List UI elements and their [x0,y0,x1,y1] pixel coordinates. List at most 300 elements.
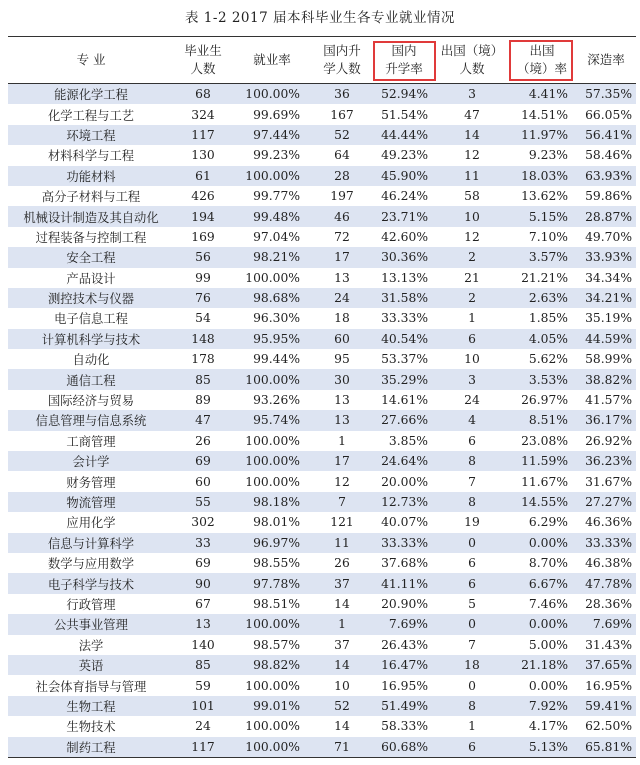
cell-employment-rate: 100.00% [232,166,312,186]
cell-domestic-count: 7 [312,492,372,512]
cell-domestic-count: 24 [312,288,372,308]
cell-graduates: 324 [174,104,232,124]
cell-major: 计算机科学与技术 [8,329,174,349]
cell-domestic-count: 1 [312,614,372,634]
cell-major: 国际经济与贸易 [8,390,174,410]
cell-abroad-count: 18 [436,655,508,675]
cell-further-study-rate: 36.17% [576,410,636,430]
cell-domestic-rate: 40.54% [372,329,436,349]
cell-domestic-rate: 41.11% [372,573,436,593]
cell-major: 能源化学工程 [8,84,174,105]
cell-abroad-count: 8 [436,696,508,716]
cell-major: 过程装备与控制工程 [8,227,174,247]
table-row [8,614,636,634]
table-row [8,471,636,491]
cell-graduates: 68 [174,84,232,105]
cell-domestic-count: 10 [312,675,372,695]
cell-abroad-rate: 11.67% [508,471,576,491]
cell-domestic-count: 17 [312,451,372,471]
cell-domestic-count: 60 [312,329,372,349]
cell-domestic-count: 18 [312,308,372,328]
table-row [8,533,636,553]
cell-employment-rate: 98.82% [232,655,312,675]
cell-abroad-rate: 21.21% [508,268,576,288]
cell-further-study-rate: 34.34% [576,268,636,288]
cell-domestic-count: 71 [312,737,372,757]
cell-further-study-rate: 16.95% [576,675,636,695]
table-row [8,675,636,695]
cell-abroad-rate: 18.03% [508,166,576,186]
cell-domestic-rate: 40.07% [372,512,436,532]
cell-abroad-count: 6 [436,431,508,451]
cell-domestic-count: 197 [312,186,372,206]
table-row [8,431,636,451]
cell-further-study-rate: 41.57% [576,390,636,410]
cell-employment-rate: 98.18% [232,492,312,512]
table-row [8,716,636,736]
cell-abroad-count: 0 [436,614,508,634]
cell-employment-rate: 98.21% [232,247,312,267]
cell-graduates: 69 [174,553,232,573]
cell-domestic-count: 46 [312,206,372,226]
cell-employment-rate: 99.23% [232,145,312,165]
cell-employment-rate: 100.00% [232,369,312,389]
cell-abroad-rate: 0.00% [508,614,576,634]
cell-abroad-count: 7 [436,471,508,491]
cell-graduates: 117 [174,125,232,145]
cell-domestic-count: 26 [312,553,372,573]
cell-further-study-rate: 26.92% [576,431,636,451]
col-header-graduates: 毕业生 人数 [174,37,232,84]
cell-employment-rate: 100.00% [232,675,312,695]
cell-major: 制药工程 [8,737,174,757]
cell-further-study-rate: 58.46% [576,145,636,165]
cell-domestic-rate: 24.64% [372,451,436,471]
cell-employment-rate: 100.00% [232,716,312,736]
cell-abroad-count: 2 [436,288,508,308]
cell-major: 电子信息工程 [8,308,174,328]
cell-further-study-rate: 33.93% [576,247,636,267]
cell-domestic-rate: 14.61% [372,390,436,410]
cell-abroad-count: 6 [436,573,508,593]
cell-further-study-rate: 33.33% [576,533,636,553]
cell-major: 数学与应用数学 [8,553,174,573]
cell-further-study-rate: 27.27% [576,492,636,512]
cell-domestic-rate: 49.23% [372,145,436,165]
cell-graduates: 426 [174,186,232,206]
cell-abroad-count: 0 [436,533,508,553]
cell-abroad-count: 3 [436,369,508,389]
cell-abroad-count: 6 [436,737,508,757]
cell-domestic-count: 37 [312,635,372,655]
col-header-abroad-count: 出国（境） 人数 [436,37,508,84]
cell-further-study-rate: 44.59% [576,329,636,349]
cell-domestic-rate: 16.95% [372,675,436,695]
cell-domestic-count: 13 [312,390,372,410]
cell-major: 电子科学与技术 [8,573,174,593]
cell-abroad-rate: 14.51% [508,104,576,124]
cell-domestic-rate: 35.29% [372,369,436,389]
table-row [8,635,636,655]
table-row [8,247,636,267]
cell-abroad-rate: 6.67% [508,573,576,593]
cell-abroad-rate: 4.17% [508,716,576,736]
cell-abroad-rate: 5.00% [508,635,576,655]
cell-further-study-rate: 31.43% [576,635,636,655]
cell-domestic-rate: 20.90% [372,594,436,614]
cell-employment-rate: 98.55% [232,553,312,573]
cell-major: 会计学 [8,451,174,471]
cell-domestic-rate: 3.85% [372,431,436,451]
table-row [8,125,636,145]
cell-domestic-rate: 58.33% [372,716,436,736]
cell-abroad-count: 10 [436,349,508,369]
cell-further-study-rate: 63.93% [576,166,636,186]
cell-domestic-rate: 7.69% [372,614,436,634]
cell-graduates: 54 [174,308,232,328]
cell-major: 化学工程与工艺 [8,104,174,124]
cell-graduates: 90 [174,573,232,593]
cell-employment-rate: 98.01% [232,512,312,532]
cell-abroad-rate: 7.46% [508,594,576,614]
cell-domestic-rate: 20.00% [372,471,436,491]
cell-domestic-count: 37 [312,573,372,593]
cell-employment-rate: 95.95% [232,329,312,349]
cell-major: 物流管理 [8,492,174,512]
cell-domestic-rate: 13.13% [372,268,436,288]
cell-further-study-rate: 58.99% [576,349,636,369]
cell-abroad-count: 3 [436,84,508,105]
cell-graduates: 13 [174,614,232,634]
cell-further-study-rate: 31.67% [576,471,636,491]
cell-domestic-count: 121 [312,512,372,532]
cell-major: 安全工程 [8,247,174,267]
cell-employment-rate: 99.48% [232,206,312,226]
cell-further-study-rate: 65.81% [576,737,636,757]
cell-further-study-rate: 7.69% [576,614,636,634]
cell-major: 行政管理 [8,594,174,614]
cell-domestic-count: 52 [312,696,372,716]
cell-abroad-count: 1 [436,308,508,328]
cell-domestic-rate: 45.90% [372,166,436,186]
cell-graduates: 169 [174,227,232,247]
cell-graduates: 55 [174,492,232,512]
cell-further-study-rate: 47.78% [576,573,636,593]
cell-further-study-rate: 35.19% [576,308,636,328]
cell-major: 材料科学与工程 [8,145,174,165]
col-header-domestic-rate: 国内 升学率 [372,37,436,84]
cell-employment-rate: 96.97% [232,533,312,553]
cell-employment-rate: 99.77% [232,186,312,206]
cell-employment-rate: 93.26% [232,390,312,410]
table-row [8,492,636,512]
cell-graduates: 85 [174,655,232,675]
cell-domestic-count: 30 [312,369,372,389]
cell-abroad-rate: 6.29% [508,512,576,532]
cell-abroad-rate: 1.85% [508,308,576,328]
cell-domestic-count: 167 [312,104,372,124]
table-row [8,696,636,716]
cell-graduates: 85 [174,369,232,389]
cell-abroad-count: 5 [436,594,508,614]
cell-major: 生物技术 [8,716,174,736]
table-row [8,288,636,308]
cell-domestic-count: 14 [312,655,372,675]
cell-graduates: 302 [174,512,232,532]
cell-graduates: 60 [174,471,232,491]
cell-major: 应用化学 [8,512,174,532]
cell-abroad-rate: 11.59% [508,451,576,471]
cell-major: 产品设计 [8,268,174,288]
cell-employment-rate: 100.00% [232,451,312,471]
table-row [8,166,636,186]
cell-graduates: 140 [174,635,232,655]
cell-further-study-rate: 66.05% [576,104,636,124]
cell-further-study-rate: 37.65% [576,655,636,675]
cell-domestic-count: 28 [312,166,372,186]
cell-further-study-rate: 46.36% [576,512,636,532]
table-row [8,84,636,105]
table-row [8,390,636,410]
cell-abroad-count: 58 [436,186,508,206]
table-row [8,308,636,328]
cell-domestic-rate: 46.24% [372,186,436,206]
cell-domestic-rate: 31.58% [372,288,436,308]
col-header-domestic-count: 国内升 学人数 [312,37,372,84]
cell-employment-rate: 100.00% [232,268,312,288]
table-body [8,84,636,757]
cell-further-study-rate: 34.21% [576,288,636,308]
cell-abroad-count: 12 [436,145,508,165]
cell-abroad-rate: 5.13% [508,737,576,757]
cell-domestic-rate: 51.49% [372,696,436,716]
cell-further-study-rate: 59.41% [576,696,636,716]
cell-domestic-rate: 51.54% [372,104,436,124]
table-row [8,186,636,206]
table-caption: 表 1-2 2017 届本科毕业生各专业就业情况 [185,10,455,26]
cell-abroad-count: 19 [436,512,508,532]
cell-domestic-count: 52 [312,125,372,145]
cell-graduates: 69 [174,451,232,471]
cell-major: 测控技术与仪器 [8,288,174,308]
cell-employment-rate: 97.04% [232,227,312,247]
cell-employment-rate: 99.44% [232,349,312,369]
cell-domestic-count: 12 [312,471,372,491]
table-row [8,145,636,165]
cell-graduates: 24 [174,716,232,736]
cell-abroad-count: 4 [436,410,508,430]
cell-domestic-rate: 12.73% [372,492,436,512]
cell-domestic-rate: 16.47% [372,655,436,675]
cell-major: 信息与计算科学 [8,533,174,553]
cell-abroad-count: 2 [436,247,508,267]
cell-graduates: 47 [174,410,232,430]
cell-abroad-count: 7 [436,635,508,655]
cell-major: 工商管理 [8,431,174,451]
cell-employment-rate: 95.74% [232,410,312,430]
cell-abroad-rate: 8.70% [508,553,576,573]
cell-major: 高分子材料与工程 [8,186,174,206]
cell-domestic-count: 17 [312,247,372,267]
cell-graduates: 194 [174,206,232,226]
table-row [8,227,636,247]
cell-employment-rate: 100.00% [232,431,312,451]
cell-domestic-rate: 26.43% [372,635,436,655]
cell-abroad-rate: 4.05% [508,329,576,349]
cell-abroad-rate: 0.00% [508,533,576,553]
cell-employment-rate: 100.00% [232,614,312,634]
cell-domestic-rate: 52.94% [372,84,436,105]
cell-abroad-rate: 0.00% [508,675,576,695]
cell-domestic-count: 11 [312,533,372,553]
table-header [8,37,636,84]
cell-employment-rate: 98.51% [232,594,312,614]
table-row [8,410,636,430]
cell-abroad-rate: 26.97% [508,390,576,410]
cell-domestic-rate: 42.60% [372,227,436,247]
cell-abroad-count: 6 [436,553,508,573]
cell-graduates: 130 [174,145,232,165]
table-row [8,573,636,593]
cell-abroad-count: 47 [436,104,508,124]
cell-major: 法学 [8,635,174,655]
cell-major: 公共事业管理 [8,614,174,634]
cell-employment-rate: 100.00% [232,471,312,491]
cell-further-study-rate: 46.38% [576,553,636,573]
cell-further-study-rate: 57.35% [576,84,636,105]
cell-graduates: 178 [174,349,232,369]
cell-abroad-count: 10 [436,206,508,226]
cell-major: 自动化 [8,349,174,369]
cell-abroad-count: 8 [436,492,508,512]
cell-domestic-rate: 60.68% [372,737,436,757]
cell-domestic-count: 14 [312,594,372,614]
cell-further-study-rate: 56.41% [576,125,636,145]
cell-further-study-rate: 28.36% [576,594,636,614]
cell-abroad-rate: 14.55% [508,492,576,512]
table-row [8,655,636,675]
cell-abroad-rate: 8.51% [508,410,576,430]
cell-graduates: 101 [174,696,232,716]
cell-abroad-rate: 7.92% [508,696,576,716]
table-row [8,349,636,369]
cell-domestic-count: 13 [312,268,372,288]
cell-employment-rate: 97.78% [232,573,312,593]
cell-domestic-count: 95 [312,349,372,369]
cell-graduates: 117 [174,737,232,757]
cell-domestic-rate: 30.36% [372,247,436,267]
cell-graduates: 148 [174,329,232,349]
cell-abroad-count: 11 [436,166,508,186]
col-header-abroad-rate: 出国 （境）率 [508,37,576,84]
cell-domestic-rate: 23.71% [372,206,436,226]
cell-major: 通信工程 [8,369,174,389]
cell-domestic-rate: 33.33% [372,533,436,553]
cell-abroad-rate: 3.57% [508,247,576,267]
cell-employment-rate: 97.44% [232,125,312,145]
cell-domestic-count: 14 [312,716,372,736]
cell-employment-rate: 99.01% [232,696,312,716]
cell-graduates: 67 [174,594,232,614]
cell-domestic-count: 36 [312,84,372,105]
cell-abroad-rate: 5.62% [508,349,576,369]
cell-major: 生物工程 [8,696,174,716]
cell-further-study-rate: 62.50% [576,716,636,736]
cell-graduates: 59 [174,675,232,695]
cell-graduates: 33 [174,533,232,553]
cell-abroad-rate: 23.08% [508,431,576,451]
cell-abroad-count: 6 [436,329,508,349]
cell-abroad-count: 14 [436,125,508,145]
table-row [8,206,636,226]
cell-employment-rate: 98.68% [232,288,312,308]
cell-employment-rate: 98.57% [232,635,312,655]
cell-major: 社会体育指导与管理 [8,675,174,695]
col-header-major: 专 业 [8,37,174,84]
table-row [8,553,636,573]
cell-abroad-rate: 7.10% [508,227,576,247]
cell-further-study-rate: 38.82% [576,369,636,389]
cell-abroad-rate: 21.18% [508,655,576,675]
table-row [8,512,636,532]
cell-abroad-rate: 9.23% [508,145,576,165]
cell-graduates: 89 [174,390,232,410]
cell-further-study-rate: 36.23% [576,451,636,471]
cell-abroad-count: 0 [436,675,508,695]
cell-domestic-rate: 37.68% [372,553,436,573]
cell-abroad-count: 24 [436,390,508,410]
employment-table [8,36,636,757]
cell-abroad-rate: 5.15% [508,206,576,226]
cell-major: 财务管理 [8,471,174,491]
cell-abroad-rate: 4.41% [508,84,576,105]
cell-employment-rate: 96.30% [232,308,312,328]
cell-further-study-rate: 59.86% [576,186,636,206]
cell-major: 英语 [8,655,174,675]
table-row [8,737,636,757]
table-bottom-rule [8,757,636,758]
col-header-employment-rate: 就业率 [232,37,312,84]
cell-domestic-rate: 44.44% [372,125,436,145]
cell-employment-rate: 100.00% [232,737,312,757]
cell-abroad-count: 12 [436,227,508,247]
cell-major: 功能材料 [8,166,174,186]
cell-graduates: 26 [174,431,232,451]
cell-domestic-rate: 33.33% [372,308,436,328]
cell-domestic-rate: 53.37% [372,349,436,369]
col-header-further-study-rate: 深造率 [576,37,636,84]
cell-employment-rate: 99.69% [232,104,312,124]
cell-abroad-rate: 2.63% [508,288,576,308]
cell-graduates: 99 [174,268,232,288]
cell-major: 机械设计制造及其自动化 [8,206,174,226]
cell-domestic-count: 13 [312,410,372,430]
cell-abroad-rate: 13.62% [508,186,576,206]
table-row [8,104,636,124]
cell-major: 信息管理与信息系统 [8,410,174,430]
cell-abroad-count: 21 [436,268,508,288]
cell-employment-rate: 100.00% [232,84,312,105]
cell-domestic-rate: 27.66% [372,410,436,430]
cell-graduates: 76 [174,288,232,308]
cell-domestic-count: 72 [312,227,372,247]
table-row [8,329,636,349]
cell-abroad-count: 8 [436,451,508,471]
table-row [8,451,636,471]
cell-further-study-rate: 49.70% [576,227,636,247]
cell-domestic-count: 64 [312,145,372,165]
cell-graduates: 56 [174,247,232,267]
